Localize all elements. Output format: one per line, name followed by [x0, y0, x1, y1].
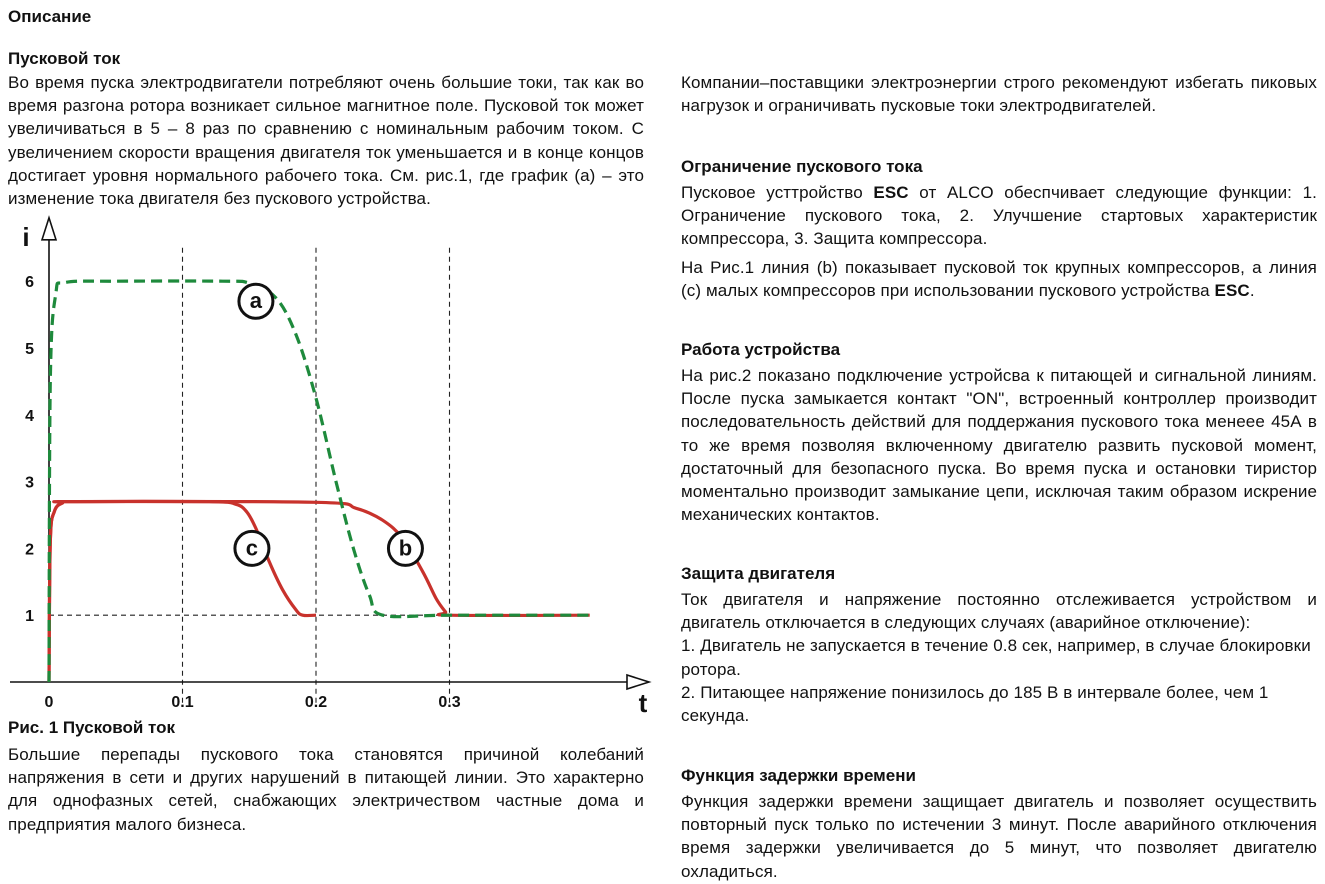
y-tick-label-2: 2 — [25, 541, 34, 559]
protection-text — [681, 588, 1317, 727]
protection-intro: Ток двигателя и напряжение постоянно отслеживается устройством и двигатель отключается в следующих случаях (аварийное отключение): — [681, 590, 1317, 633]
marker-label-b: b — [398, 535, 413, 561]
marker-label-a: a — [249, 288, 263, 314]
limitation-paragraph-2 — [681, 256, 1317, 302]
x-tick-label-0: 0 — [44, 694, 54, 711]
startup-current-text: Во время пуска электродвигатели потребляют очень большие токи, так как во время разгона ротора возникает сильное магнитное поле. Пусковой ток может увеличиваться в 5 – 8 раз по сравнению с номинальным рабочим током. С увеличением скорости вращения двигателя ток уменьшается и в конце концов достигает уровня нормального рабочего тока. См. рис.1, где график (a) – это изменение тока двигателя без пускового устройства. — [8, 73, 644, 209]
x-tick-label-3: 0.3 — [438, 694, 461, 711]
x-tick-label-2: 0.2 — [304, 694, 328, 711]
protection-item-2: 2. Питающее напряжение понизилось до 185 В в интервале более, чем 1 секунда. — [681, 682, 1269, 726]
startup-current-heading: Пусковой ток — [8, 49, 121, 68]
limitation-paragraph-1 — [681, 181, 1317, 251]
series-line-b — [49, 501, 590, 682]
chart-tick-labels — [22, 222, 647, 718]
operation-text: На рис.2 показано подключение устройсва к питающей и сигнальной линиям. После пуска замыкается контакт "ON", встроенный контроллер производит последовательность действий для поддержания пускового тока менеее 45А в то же время позволяя включенному двигателю развить пусковой момент, достаточный для безопасного пуска. Во время пуска и остановки тиристор моментально производит замыкание цепи, исключая таким образом искрение механических контактов. — [681, 366, 1317, 525]
delay-text: Функция задержки времени защищает двигатель и позволяет осуществить повторный пуск только по истечении 3 минут. После аварийного отключения время задержки увеличивается до 5 минут, что позволяет двигателю охладиться. — [681, 792, 1317, 881]
page-title: Описание — [8, 7, 92, 26]
marker-label-c: c — [245, 535, 259, 561]
esc-brand-2: ESC — [1214, 281, 1250, 301]
limitation-p1-text: Пусковое усттройство — [681, 183, 874, 202]
delay-heading: Функция задержки времени — [681, 766, 916, 785]
operation-heading: Работа устройства — [681, 340, 841, 359]
protection-item-1: 1. Двигатель не запускается в течение 0.8 сек, например, в случае блокировки ротора. — [681, 636, 1311, 679]
startup-current-chart — [0, 221, 648, 718]
esc-brand-1: ESC — [873, 183, 909, 202]
limitation-heading: Ограничение пускового тока — [681, 157, 923, 176]
series-line-a — [49, 281, 590, 682]
figure-caption: Рис. 1 Пусковой ток — [8, 718, 176, 737]
y-tick-label-6: 6 — [25, 274, 34, 292]
intro-text: Компании–поставщики электроэнергии строго рекомендуют избегать пиковых нагрузок и ограничивать пусковые токи электродвигателей. — [681, 73, 1317, 116]
limitation-p2-text: На Рис.1 линия (b) показывает пусковой ток крупных компрессоров, а линия (c) малых компрессоров при использовании пускового устройства — [681, 258, 1317, 301]
limitation-p2-text-end: . — [1249, 281, 1255, 301]
x-axis-label: t — [638, 688, 648, 718]
chart-annotations — [235, 284, 423, 565]
chart-series — [49, 281, 590, 682]
y-axis-label: i — [22, 221, 30, 252]
y-tick-label-5: 5 — [25, 341, 34, 358]
y-tick-label-4: 4 — [25, 407, 34, 425]
x-axis-arrow — [627, 675, 649, 689]
limitation-p1-text-end: от ALCO обеспчивает следующие функции: 1. Ограничение пускового тока, 2. Улучшение стартовых характеристик компрессора, 3. Защита компрессора. — [681, 183, 1318, 249]
y-axis-arrow — [42, 218, 56, 240]
y-tick-label-1: 1 — [25, 608, 34, 626]
x-tick-label-1: 0.1 — [171, 694, 194, 711]
after-figure-text: Большие перепады пускового тока становятся причиной колебаний напряжения в сети и других нарушений в питающей линии. Это характерно для однофазных сетей, снабжающих электричеством частные дома и предприятия малого бизнеса. — [8, 745, 644, 834]
protection-heading: Защита двигателя — [681, 564, 836, 583]
y-tick-label-3: 3 — [25, 474, 34, 492]
